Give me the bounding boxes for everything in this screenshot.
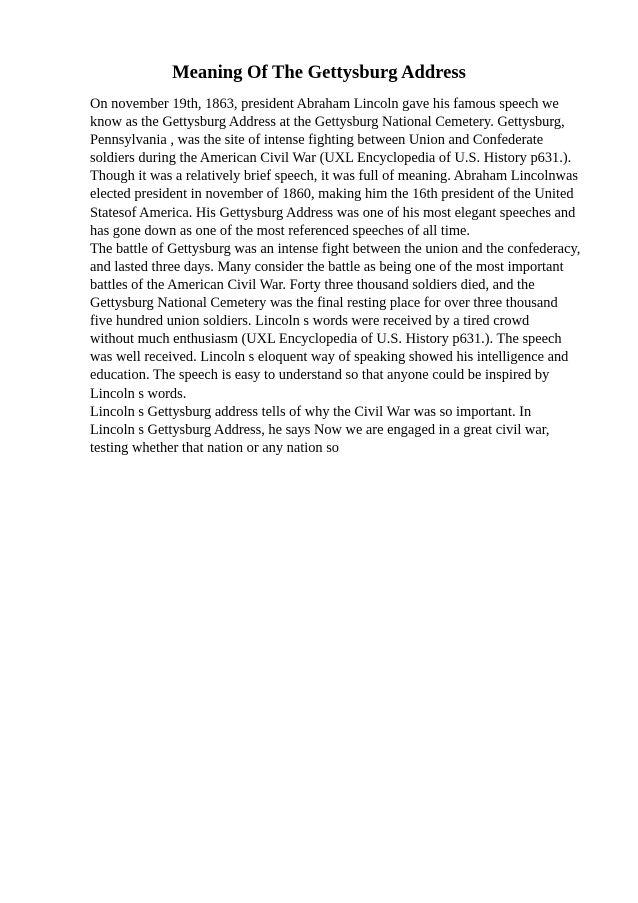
body-line: has gone down as one of the most referenced speeches of all time. [90, 222, 471, 239]
body-line: battles of the American Civil War. Forty three thousand soldiers died, and the [90, 276, 535, 293]
body-line: The battle of Gettysburg was an intense fight between the union and the confederacy, [90, 240, 581, 257]
body-line: Pennsylvania , was the site of intense fighting between Union and Confederate [90, 132, 544, 149]
body-line: soldiers during the American Civil War (UXL Encyclopedia of U.S. History p631.). [90, 150, 572, 167]
body-line: five hundred union soldiers. Lincoln s words were received by a tired crowd [90, 313, 530, 330]
body-line: Lincoln s words. [90, 385, 187, 402]
body-line: education. The speech is easy to understand so that anyone could be inspired by [90, 367, 550, 384]
body-line: Lincoln s Gettysburg Address, he says Now we are engaged in a great civil war, [90, 421, 550, 438]
body-line: Though it was a relatively brief speech, it was full of meaning. Abraham Lincolnwas [90, 168, 578, 185]
body-line: Lincoln s Gettysburg address tells of why the Civil War was so important. In [90, 403, 532, 420]
body-line: On november 19th, 1863, president Abraham Lincoln gave his famous speech we [90, 96, 559, 112]
document-body [90, 95, 610, 457]
body-line: Gettysburg National Cemetery was the final resting place for over three thousand [90, 295, 558, 312]
body-line: know as the Gettysburg Address at the Gettysburg National Cemetery. Gettysburg, [90, 114, 565, 131]
body-line: was well received. Lincoln s eloquent way of speaking showed his intelligence and [90, 349, 569, 366]
body-line: and lasted three days. Many consider the battle as being one of the most important [90, 258, 564, 275]
body-line: Statesof America. His Gettysburg Address was one of his most elegant speeches and [90, 204, 576, 221]
document-title: Meaning Of The Gettysburg Address [172, 62, 466, 83]
body-line: testing whether that nation or any nation so [90, 439, 339, 456]
body-line: elected president in november of 1860, making him the 16th president of the United [90, 186, 574, 203]
body-line: without much enthusiasm (UXL Encyclopedia of U.S. History p631.). The speech [90, 331, 562, 348]
